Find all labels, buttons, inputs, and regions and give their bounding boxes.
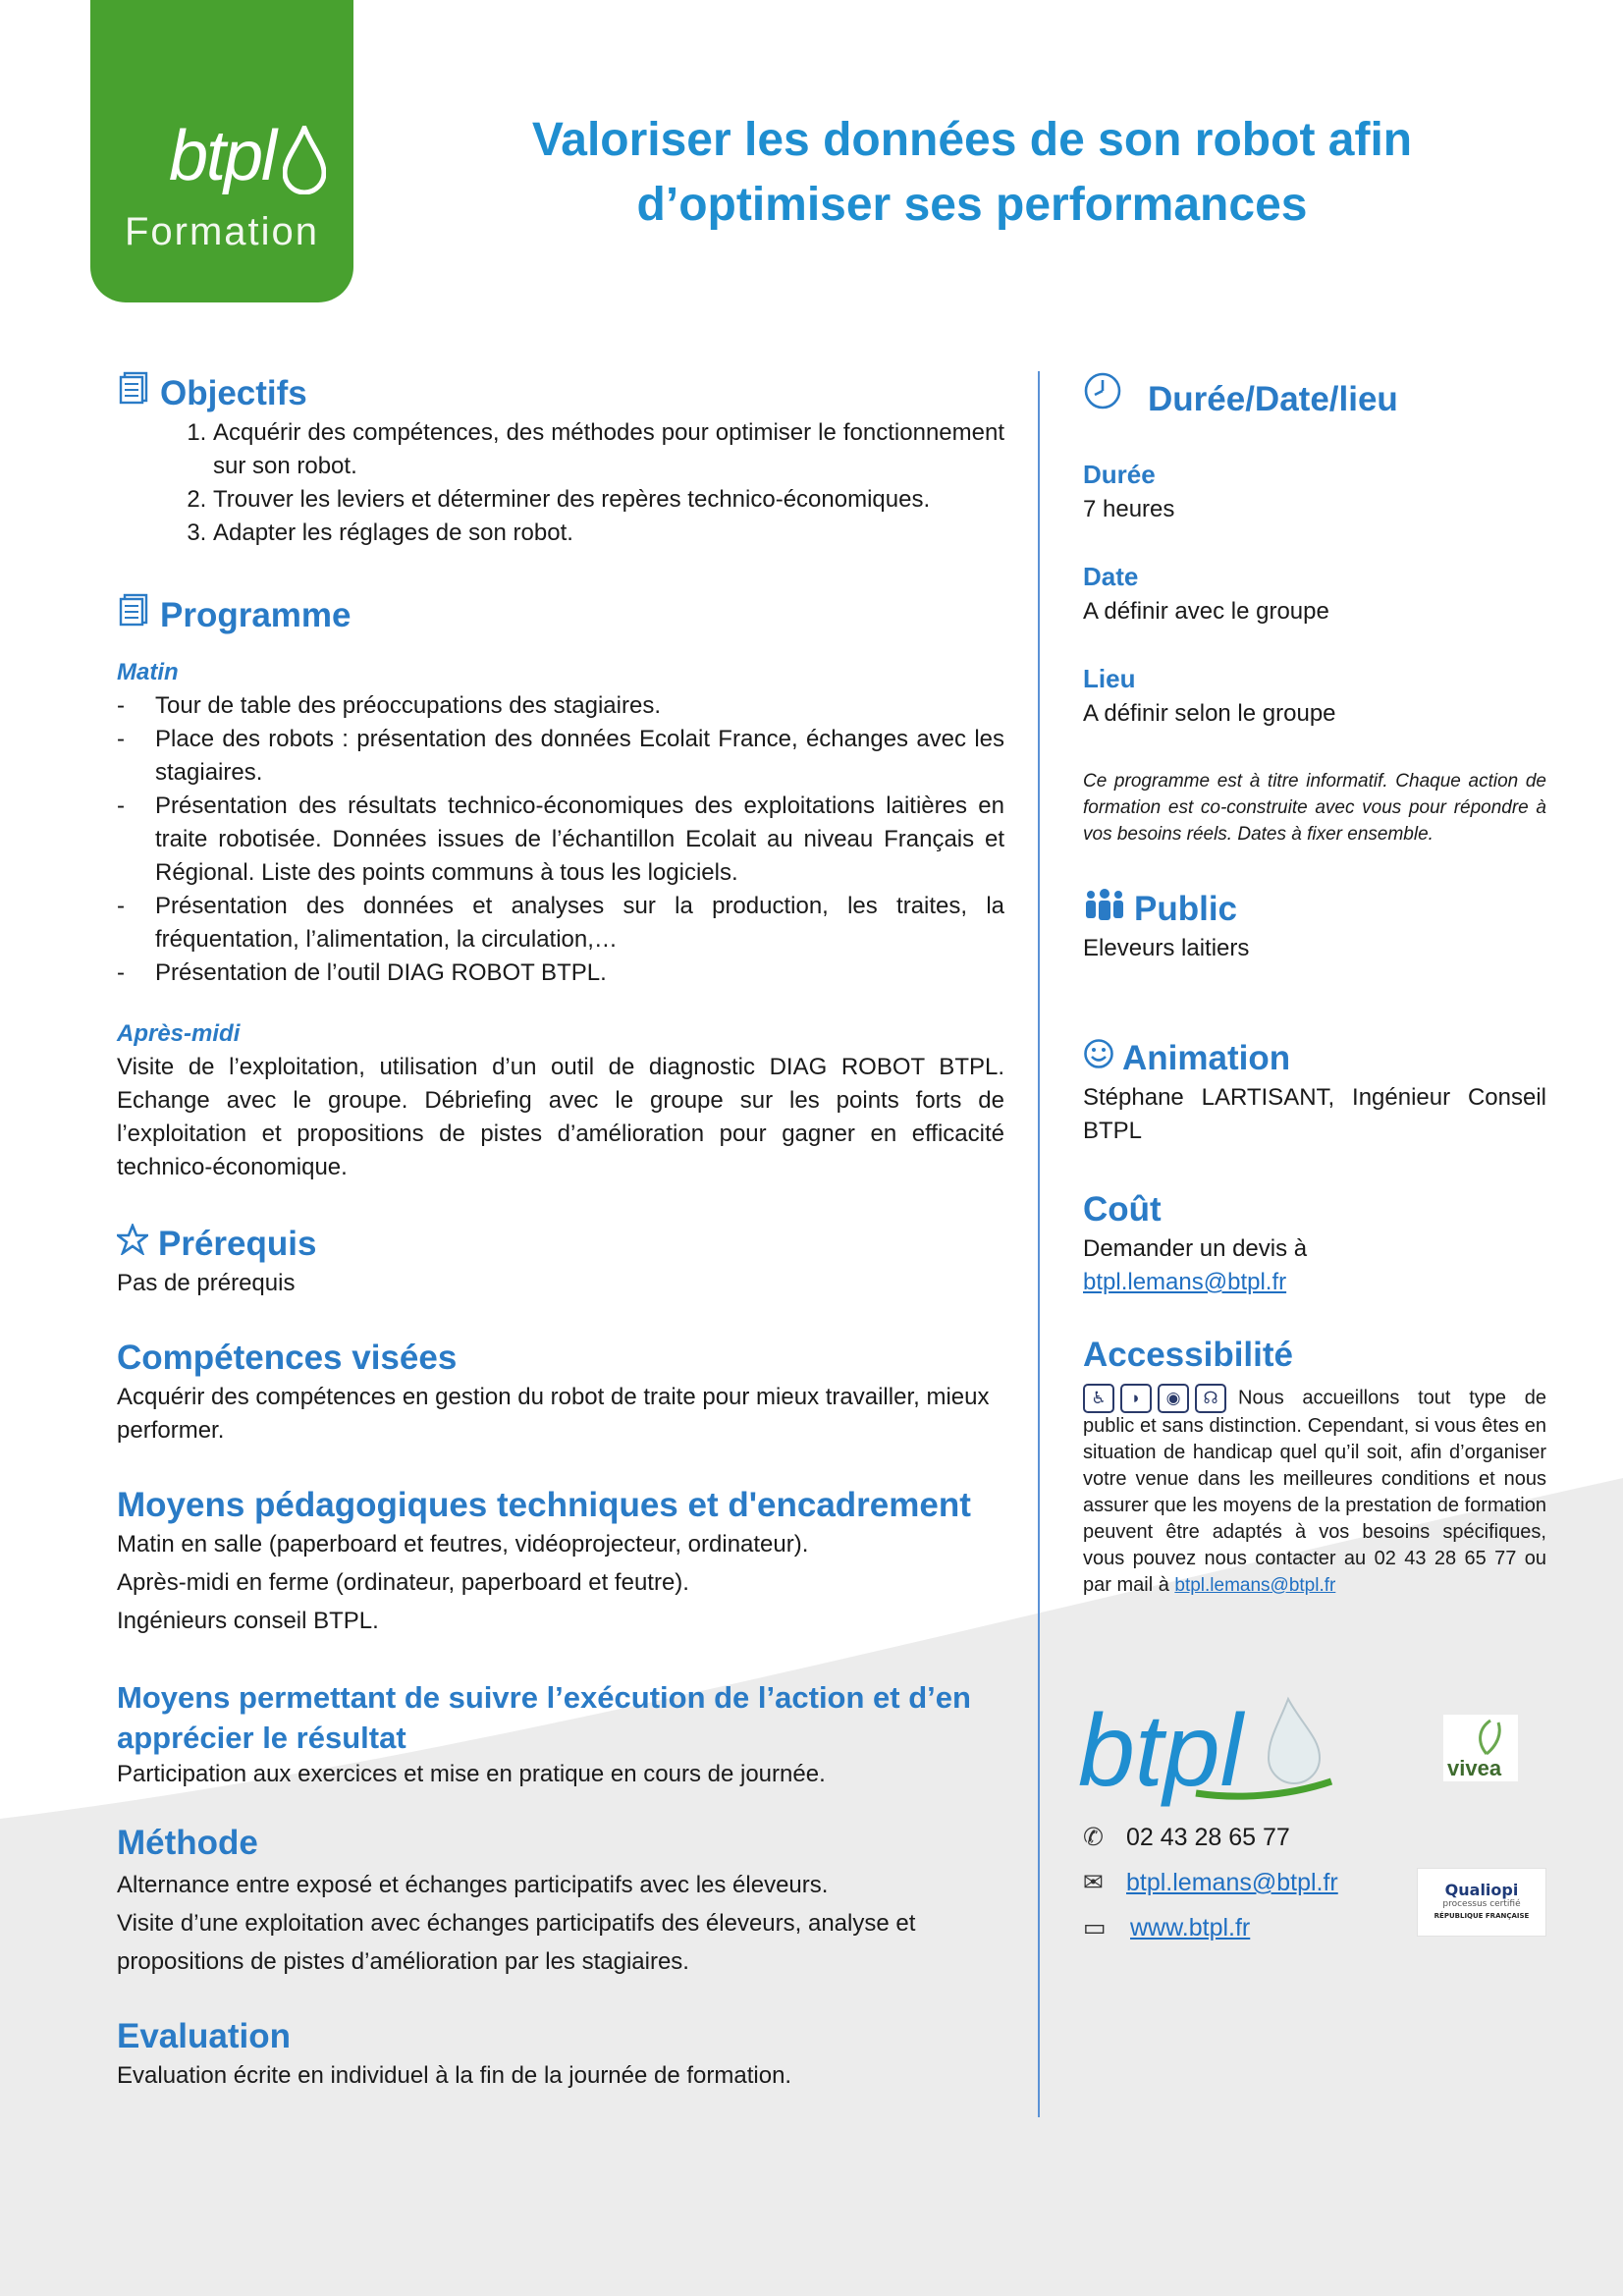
list-item: - Présentation de l’outil DIAG ROBOT BTPL. [117, 957, 1004, 990]
lieu-value: A définir selon le groupe [1083, 700, 1336, 727]
cout-email-link[interactable]: btpl.lemans@btpl.fr [1083, 1269, 1287, 1295]
suivi-heading: Moyens permettant de suivre l’exécution de l’action et d’en apprécier le résultat [117, 1680, 971, 1755]
methode-line: Alternance entre exposé et échanges participatifs avec les éleveurs. [117, 1872, 829, 1898]
competences-heading: Compétences visées [117, 1339, 458, 1377]
logo-sub: Formation [124, 210, 320, 253]
moyens-line: Ingénieurs conseil BTPL. [117, 1608, 379, 1634]
objectifs-list [117, 416, 1004, 550]
btpl-formation-logo [90, 0, 353, 302]
lieu-label: Lieu [1083, 664, 1136, 693]
info-note: Ce programme est à titre informatif. Chaque action de formation est co-construite avec vous pour répondre à vos besoins réels. Dates à fixer ensemble. [1083, 771, 1546, 845]
wheelchair-icon: ♿ [1083, 1384, 1114, 1413]
btpl-brand-logo [1078, 1691, 1333, 1814]
list-item: - Présentation des résultats technico-économiques des exploitations laitières en traite robotisée. Données issues de l’échantillon Ecolait au niveau Français et Régional. Liste des points communs à tous les logiciels. [117, 790, 1004, 890]
svg-text:vivea: vivea [1447, 1756, 1502, 1780]
list-item: 2. Trouver les leviers et déterminer des repères technico-économiques. [213, 483, 1004, 517]
star-icon [117, 1222, 148, 1267]
animation-value: Stéphane LARTISANT, Ingénieur Conseil BTPL [1083, 1084, 1546, 1144]
duree-label: Durée [1083, 460, 1156, 489]
logo-word: btpl [168, 117, 276, 195]
smiley-icon [1083, 1036, 1114, 1081]
suivi-text: Participation aux exercices et mise en pratique en cours de journée. [117, 1761, 826, 1787]
public-value: Eleveurs laitiers [1083, 935, 1250, 961]
programme-heading: Programme [117, 593, 1004, 638]
animation-heading: Animation [1083, 1036, 1546, 1081]
qualiopi-logo: Qualiopi processus certifié RÉPUBLIQUE FRANÇAISE [1417, 1868, 1546, 1937]
prerequis-text: Pas de prérequis [117, 1270, 296, 1296]
accessibility-icons [1083, 1384, 1232, 1413]
mental-icon: ☊ [1195, 1384, 1226, 1413]
accessibilite-heading: Accessibilité [1083, 1336, 1293, 1374]
list-item: - Place des robots : présentation des données Ecolait France, échanges avec les stagiaires. [117, 723, 1004, 790]
contact-website [1083, 1913, 1250, 1942]
matin-list [117, 689, 1004, 990]
prerequis-heading: Prérequis [117, 1222, 1004, 1267]
accessibilite-email-link[interactable]: btpl.lemans@btpl.fr [1174, 1575, 1336, 1596]
matin-label: Matin [117, 659, 179, 685]
drop-icon [283, 126, 326, 194]
phone-icon: ✆ [1083, 1824, 1104, 1851]
contact-phone: ✆ 02 43 28 65 77 [1083, 1824, 1290, 1851]
competences-text: Acquérir des compétences en gestion du robot de traite pour mieux travailler, mieux performer. [117, 1384, 990, 1444]
moyens-line: Matin en salle (paperboard et feutres, vidéoprojecteur, ordinateur). [117, 1531, 809, 1558]
evaluation-heading: Evaluation [117, 2017, 291, 2055]
footer-email-link[interactable]: btpl.lemans@btpl.fr [1126, 1869, 1338, 1896]
apresmidi-text: Visite de l’exploitation, utilisation d’un outil de diagnostic DIAG ROBOT BTPL. Echange avec le groupe. Débriefing avec le groupe sur les points forts de l’exploitation et propositions de pistes d’amélioration pour gagner en efficacité technico-économique. [117, 1054, 1004, 1180]
cout-heading: Coût [1083, 1190, 1162, 1229]
vision-icon: ◉ [1158, 1384, 1189, 1413]
people-icon [1083, 887, 1126, 932]
public-heading: Public [1083, 887, 1546, 932]
list-item: 1. Acquérir des compétences, des méthodes pour optimiser le fonctionnement sur son robot. [213, 416, 1004, 483]
cout-value: Demander un devis à [1083, 1235, 1308, 1262]
computer-icon: ▭ [1083, 1914, 1107, 1941]
accessibilite-text: ♿ ◗ ◉ ☊ Nous accueillons tout type de public et sans distinction. Cependant, si vous êtes en situation de handicap quel qu’il soit, afin d’organiser votre venue dans les meilleures conditions et nous assurer que les moyens de la prestation de formation peuvent être adaptés à vos besoins spécifiques, vous pouvez nous contacter au 02 43 28 65 77 ou par mail à btpl.lemans@btpl.fr [1083, 1384, 1546, 1599]
duree-heading: Durée/Date/lieu [1083, 371, 1546, 422]
right-column [1083, 371, 1546, 1599]
document-icon [117, 371, 150, 416]
document-icon [117, 593, 150, 638]
website-link[interactable]: www.btpl.fr [1130, 1914, 1251, 1941]
date-value: A définir avec le groupe [1083, 598, 1329, 625]
contact-email [1083, 1868, 1338, 1897]
evaluation-text: Evaluation écrite en individuel à la fin de la journée de formation. [117, 2062, 792, 2089]
column-divider [1038, 371, 1040, 2117]
page-title: Valoriser les données de son robot afin d’optimiser ses performances [531, 114, 1413, 231]
list-item: - Présentation des données et analyses sur la production, les traites, la fréquentation, l’alimentation, la circulation,… [117, 890, 1004, 957]
apresmidi-label: Après-midi [117, 1020, 241, 1047]
list-item: - Tour de table des préoccupations des stagiaires. [117, 689, 1004, 723]
left-column [117, 371, 1004, 2093]
clock-icon [1083, 371, 1122, 422]
svg-text:btpl: btpl [1078, 1694, 1243, 1808]
moyens-heading: Moyens pédagogiques techniques et d'encadrement [117, 1486, 971, 1524]
duree-value: 7 heures [1083, 496, 1175, 522]
list-item: 3. Adapter les réglages de son robot. [213, 517, 1004, 550]
methode-heading: Méthode [117, 1824, 258, 1862]
hearing-icon: ◗ [1120, 1384, 1152, 1413]
envelope-icon: ✉ [1083, 1869, 1104, 1896]
moyens-line: Après-midi en ferme (ordinateur, paperboard et feutre). [117, 1569, 689, 1596]
date-label: Date [1083, 562, 1139, 591]
objectifs-heading: Objectifs [117, 371, 1004, 416]
vivea-logo [1443, 1715, 1518, 1781]
methode-line: Visite d’une exploitation avec échanges participatifs des éleveurs, analyse et propositions de pistes d’amélioration par les stagiaires. [117, 1910, 916, 1975]
